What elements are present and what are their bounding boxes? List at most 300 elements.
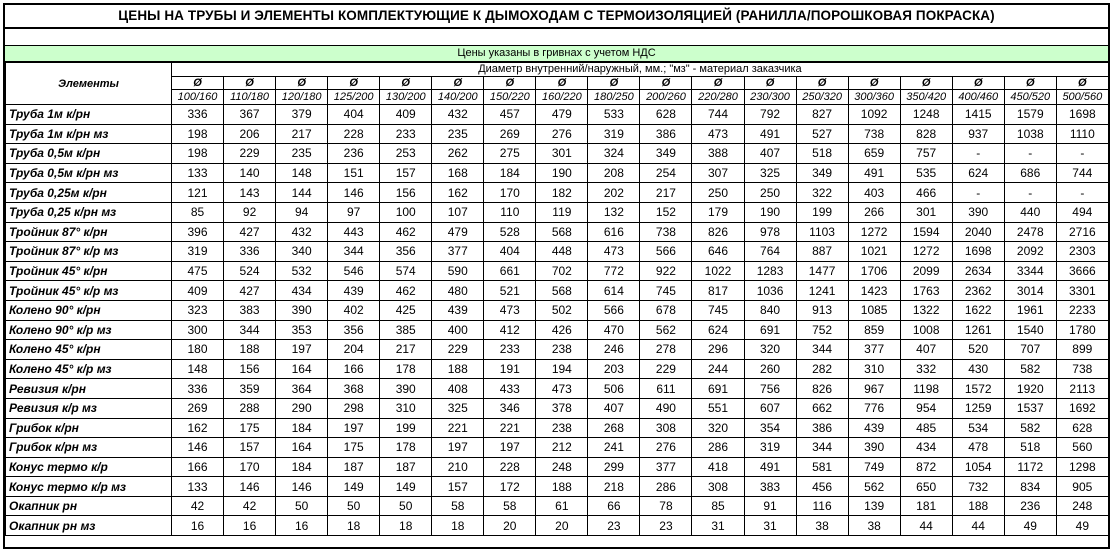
price-cell: 344: [796, 438, 848, 458]
price-cell: 3014: [1004, 281, 1056, 301]
price-cell: 937: [952, 124, 1004, 144]
price-cell: 139: [848, 496, 900, 516]
price-cell: 1021: [848, 242, 900, 262]
table-row: [6, 300, 1109, 320]
price-cell: 1537: [1004, 398, 1056, 418]
price-cell: 228: [328, 124, 380, 144]
price-cell: 275: [484, 144, 536, 164]
diameter-symbol-row: [6, 77, 1109, 90]
price-cell: 144: [276, 183, 328, 203]
price-cell: 278: [640, 340, 692, 360]
price-cell: 197: [328, 418, 380, 438]
price-cell: 324: [588, 144, 640, 164]
price-cell: 16: [276, 516, 328, 536]
price-cell: 182: [536, 183, 588, 203]
diameter-symbol: Ø: [536, 77, 588, 90]
table-row: [6, 124, 1109, 144]
price-cell: 319: [172, 242, 224, 262]
price-cell: 732: [952, 477, 1004, 497]
price-cell: 1477: [796, 261, 848, 281]
price-cell: 199: [796, 202, 848, 222]
price-cell: 323: [172, 300, 224, 320]
price-cell: 217: [276, 124, 328, 144]
price-cell: 107: [432, 202, 484, 222]
diameter-symbol: Ø: [172, 77, 224, 90]
diameter-column-header: 160/220: [536, 90, 588, 105]
price-cell: 23: [640, 516, 692, 536]
price-cell: 340: [276, 242, 328, 262]
price-cell: 164: [276, 438, 328, 458]
diameter-symbol: Ø: [484, 77, 536, 90]
table-row: [6, 477, 1109, 497]
element-name: Тройник 45° к/рн: [6, 261, 172, 281]
table-row: [6, 418, 1109, 438]
price-cell: 178: [380, 359, 432, 379]
price-cell: 91: [744, 496, 796, 516]
price-cell: 2113: [1056, 379, 1108, 399]
price-cell: 188: [224, 340, 276, 360]
price-cell: 322: [796, 183, 848, 203]
price-cell: 2362: [952, 281, 1004, 301]
price-cell: 197: [276, 340, 328, 360]
price-cell: 403: [848, 183, 900, 203]
element-name: Конус термо к/р мз: [6, 477, 172, 497]
diameter-column-header: 300/360: [848, 90, 900, 105]
price-cell: 286: [640, 477, 692, 497]
price-cell: 149: [328, 477, 380, 497]
price-cell: 396: [172, 222, 224, 242]
price-cell: 290: [276, 398, 328, 418]
price-cell: 533: [588, 105, 640, 125]
price-cell: 1038: [1004, 124, 1056, 144]
price-cell: 678: [640, 300, 692, 320]
diameter-column-header: 120/180: [276, 90, 328, 105]
element-name: Тройник 45° к/р мз: [6, 281, 172, 301]
price-cell: 23: [588, 516, 640, 536]
price-cell: 407: [588, 398, 640, 418]
price-cell: 2092: [1004, 242, 1056, 262]
table-row: [6, 438, 1109, 458]
price-cell: 1259: [952, 398, 1004, 418]
price-cell: 502: [536, 300, 588, 320]
table-row: [6, 398, 1109, 418]
price-cell: 58: [484, 496, 536, 516]
diameter-column-header: 200/260: [640, 90, 692, 105]
price-cell: 250: [744, 183, 796, 203]
price-cell: 827: [796, 105, 848, 125]
price-cell: 253: [380, 144, 432, 164]
price-cell: 490: [640, 398, 692, 418]
price-cell: 198: [172, 124, 224, 144]
element-name: Колено 90° к/р мз: [6, 320, 172, 340]
price-cell: 97: [328, 202, 380, 222]
price-cell: 1272: [900, 242, 952, 262]
price-cell: 178: [380, 438, 432, 458]
price-cell: 310: [380, 398, 432, 418]
price-cell: 485: [900, 418, 952, 438]
price-cell: 132: [588, 202, 640, 222]
price-cell: 899: [1056, 340, 1108, 360]
price-cell: 826: [796, 379, 848, 399]
price-cell: 745: [692, 300, 744, 320]
price-cell: 792: [744, 105, 796, 125]
elements-header: Элементы: [6, 63, 172, 105]
price-cell: 349: [640, 144, 692, 164]
price-cell: 58: [432, 496, 484, 516]
table-row: [6, 281, 1109, 301]
price-cell: 590: [432, 261, 484, 281]
diameter-symbol: Ø: [1056, 77, 1108, 90]
price-cell: 473: [588, 242, 640, 262]
price-cell: 427: [224, 281, 276, 301]
price-cell: 439: [432, 300, 484, 320]
price-cell: 298: [328, 398, 380, 418]
diameter-column-header: 220/280: [692, 90, 744, 105]
price-cell: 221: [484, 418, 536, 438]
price-cell: 479: [432, 222, 484, 242]
price-cell: 491: [744, 124, 796, 144]
price-cell: 188: [432, 359, 484, 379]
price-cell: 364: [276, 379, 328, 399]
price-cell: 50: [276, 496, 328, 516]
price-cell: 194: [536, 359, 588, 379]
price-cell: 390: [380, 379, 432, 399]
table-row: [6, 183, 1109, 203]
price-cell: 1961: [1004, 300, 1056, 320]
price-cell: 266: [848, 202, 900, 222]
price-cell: 175: [224, 418, 276, 438]
price-cell: 383: [224, 300, 276, 320]
element-name: Окапник рн мз: [6, 516, 172, 536]
diameter-symbol: Ø: [744, 77, 796, 90]
price-cell: 367: [224, 105, 276, 125]
price-cell: 179: [692, 202, 744, 222]
price-cell: 162: [432, 183, 484, 203]
price-cell: 434: [276, 281, 328, 301]
table-row: [6, 359, 1109, 379]
price-cell: 301: [900, 202, 952, 222]
price-cell: 462: [380, 222, 432, 242]
price-cell: 206: [224, 124, 276, 144]
price-cell: 268: [588, 418, 640, 438]
price-cell: 16: [172, 516, 224, 536]
price-cell: 872: [900, 457, 952, 477]
price-cell: 433: [484, 379, 536, 399]
price-cell: 172: [484, 477, 536, 497]
price-cell: 905: [1056, 477, 1108, 497]
element-name: Конус термо к/р: [6, 457, 172, 477]
price-cell: 518: [796, 144, 848, 164]
price-cell: 236: [328, 144, 380, 164]
element-name: Колено 45° к/р мз: [6, 359, 172, 379]
price-cell: 20: [484, 516, 536, 536]
element-name: Колено 90° к/рн: [6, 300, 172, 320]
price-cell: 18: [380, 516, 432, 536]
price-cell: 325: [432, 398, 484, 418]
price-cell: 840: [744, 300, 796, 320]
price-cell: 456: [796, 477, 848, 497]
price-cell: 121: [172, 183, 224, 203]
price-cell: 50: [380, 496, 432, 516]
price-cell: 197: [484, 438, 536, 458]
element-name: Труба 1м к/рн мз: [6, 124, 172, 144]
price-cell: 157: [380, 163, 432, 183]
diameter-column-header: 350/420: [900, 90, 952, 105]
price-cell: 707: [1004, 340, 1056, 360]
diameter-column-header: 400/460: [952, 90, 1004, 105]
price-cell: -: [952, 183, 1004, 203]
element-name: Труба 0,5м к/рн мз: [6, 163, 172, 183]
element-name: Тройник 87° к/рн: [6, 222, 172, 242]
price-cell: 229: [640, 359, 692, 379]
price-cell: 566: [588, 300, 640, 320]
table-row: [6, 163, 1109, 183]
price-cell: 560: [1056, 438, 1108, 458]
price-cell: 1920: [1004, 379, 1056, 399]
price-cell: 229: [432, 340, 484, 360]
price-cell: 344: [224, 320, 276, 340]
price-cell: 269: [484, 124, 536, 144]
price-cell: 276: [640, 438, 692, 458]
price-cell: 568: [536, 281, 588, 301]
diameter-symbol: Ø: [952, 77, 1004, 90]
price-cell: 2634: [952, 261, 1004, 281]
price-cell: 749: [848, 457, 900, 477]
price-cell: 473: [692, 124, 744, 144]
price-cell: 190: [744, 202, 796, 222]
price-cell: 100: [380, 202, 432, 222]
diameter-symbol: Ø: [432, 77, 484, 90]
price-cell: 49: [1056, 516, 1108, 536]
price-cell: 319: [588, 124, 640, 144]
price-cell: 344: [328, 242, 380, 262]
price-cell: 301: [536, 144, 588, 164]
price-cell: 568: [536, 222, 588, 242]
price-cell: 521: [484, 281, 536, 301]
price-cell: 162: [172, 418, 224, 438]
price-cell: 184: [484, 163, 536, 183]
diameter-symbol: Ø: [224, 77, 276, 90]
price-cell: 238: [536, 418, 588, 438]
diameter-column-header: 140/200: [432, 90, 484, 105]
price-cell: 624: [692, 320, 744, 340]
price-cell: 203: [588, 359, 640, 379]
price-cell: 354: [744, 418, 796, 438]
price-cell: 418: [692, 457, 744, 477]
price-cell: 551: [692, 398, 744, 418]
price-cell: 181: [900, 496, 952, 516]
price-cell: 18: [328, 516, 380, 536]
diameter-symbol: Ø: [796, 77, 848, 90]
price-cell: 1022: [692, 261, 744, 281]
element-name: Колено 45° к/рн: [6, 340, 172, 360]
price-cell: 566: [640, 242, 692, 262]
price-cell: 1248: [900, 105, 952, 125]
price-cell: 184: [276, 457, 328, 477]
diameter-symbol: Ø: [848, 77, 900, 90]
price-cell: 164: [276, 359, 328, 379]
price-cell: 359: [224, 379, 276, 399]
element-name: Труба 0,25 к/рн мз: [6, 202, 172, 222]
price-cell: 308: [640, 418, 692, 438]
diameter-symbol: Ø: [900, 77, 952, 90]
price-cell: 156: [380, 183, 432, 203]
price-cell: 377: [848, 340, 900, 360]
price-cell: 254: [640, 163, 692, 183]
price-cell: 1283: [744, 261, 796, 281]
price-cell: 466: [900, 183, 952, 203]
price-cell: 282: [796, 359, 848, 379]
price-cell: 470: [588, 320, 640, 340]
price-cell: 148: [172, 359, 224, 379]
price-cell: 473: [484, 300, 536, 320]
price-cell: 764: [744, 242, 796, 262]
price-cell: 248: [1056, 496, 1108, 516]
diameter-column-header: 130/200: [380, 90, 432, 105]
price-cell: 430: [952, 359, 1004, 379]
price-cell: 402: [328, 300, 380, 320]
price-cell: 1594: [900, 222, 952, 242]
price-cell: 494: [1056, 202, 1108, 222]
price-cell: 582: [1004, 418, 1056, 438]
price-cell: 210: [432, 457, 484, 477]
price-cell: 119: [536, 202, 588, 222]
price-cell: 1241: [796, 281, 848, 301]
price-cell: 217: [640, 183, 692, 203]
price-cell: 1622: [952, 300, 1004, 320]
price-cell: 520: [952, 340, 1004, 360]
price-cell: 140: [224, 163, 276, 183]
price-cell: 18: [432, 516, 484, 536]
price-cell: 133: [172, 163, 224, 183]
price-cell: 110: [484, 202, 536, 222]
price-cell: 412: [484, 320, 536, 340]
price-cell: 208: [588, 163, 640, 183]
price-cell: 49: [1004, 516, 1056, 536]
price-cell: 332: [900, 359, 952, 379]
price-cell: 221: [432, 418, 484, 438]
price-cell: 50: [328, 496, 380, 516]
price-cell: 233: [380, 124, 432, 144]
price-cell: 262: [432, 144, 484, 164]
price-cell: 826: [692, 222, 744, 242]
price-cell: 233: [484, 340, 536, 360]
price-cell: 1423: [848, 281, 900, 301]
price-cell: 307: [692, 163, 744, 183]
price-cell: 650: [900, 477, 952, 497]
table-row: [6, 320, 1109, 340]
price-cell: 1579: [1004, 105, 1056, 125]
price-cell: 2303: [1056, 242, 1108, 262]
element-name: Грибок к/рн мз: [6, 438, 172, 458]
price-cell: 491: [848, 163, 900, 183]
price-cell: 479: [536, 105, 588, 125]
price-cell: 2716: [1056, 222, 1108, 242]
price-cell: 686: [1004, 163, 1056, 183]
price-cell: 320: [692, 418, 744, 438]
price-cell: 2233: [1056, 300, 1108, 320]
price-cell: 659: [848, 144, 900, 164]
price-cell: 187: [380, 457, 432, 477]
price-cell: 776: [848, 398, 900, 418]
table-row: [6, 202, 1109, 222]
price-cell: 146: [172, 438, 224, 458]
price-cell: 66: [588, 496, 640, 516]
diameter-header: Диаметр внутренний/наружный, мм.; "мз" - материал заказчика: [172, 63, 1109, 77]
price-cell: 300: [172, 320, 224, 340]
price-cell: 2040: [952, 222, 1004, 242]
price-cell: 614: [588, 281, 640, 301]
price-cell: 166: [328, 359, 380, 379]
price-cell: 180: [172, 340, 224, 360]
price-cell: 296: [692, 340, 744, 360]
price-cell: 44: [900, 516, 952, 536]
price-cell: 235: [432, 124, 484, 144]
page-title: ЦЕНЫ НА ТРУБЫ И ЭЛЕМЕНТЫ КОМПЛЕКТУЮЩИЕ К ДЫМОХОДАМ С ТЕРМОИЗОЛЯЦИЕЙ (РАНИЛЛА/ПОРОШКОВАЯ ПОКРАСКА): [5, 5, 1108, 29]
price-cell: 148: [276, 163, 328, 183]
price-cell: 1008: [900, 320, 952, 340]
price-cell: 532: [276, 261, 328, 281]
price-cell: 457: [484, 105, 536, 125]
price-cell: 1198: [900, 379, 952, 399]
price-cell: 404: [484, 242, 536, 262]
price-cell: 427: [224, 222, 276, 242]
price-cell: 168: [432, 163, 484, 183]
price-cell: 828: [900, 124, 952, 144]
price-cell: 212: [536, 438, 588, 458]
price-cell: 978: [744, 222, 796, 242]
price-cell: 152: [640, 202, 692, 222]
price-cell: 336: [224, 242, 276, 262]
price-cell: 409: [172, 281, 224, 301]
price-cell: 439: [848, 418, 900, 438]
price-cell: 299: [588, 457, 640, 477]
price-cell: 356: [380, 242, 432, 262]
price-cell: 607: [744, 398, 796, 418]
price-cell: 661: [484, 261, 536, 281]
price-cell: 229: [224, 144, 276, 164]
price-cell: 217: [380, 340, 432, 360]
price-cell: 276: [536, 124, 588, 144]
element-name: Труба 0,25м к/рн: [6, 183, 172, 203]
price-cell: 308: [692, 477, 744, 497]
price-cell: 1172: [1004, 457, 1056, 477]
price-cell: 1110: [1056, 124, 1108, 144]
diameter-column-header: 100/160: [172, 90, 224, 105]
price-cell: 383: [744, 477, 796, 497]
price-cell: 434: [900, 438, 952, 458]
price-cell: 146: [328, 183, 380, 203]
price-cell: 478: [952, 438, 1004, 458]
price-cell: 518: [1004, 438, 1056, 458]
price-cell: 967: [848, 379, 900, 399]
price-cell: 319: [744, 438, 796, 458]
price-cell: 42: [224, 496, 276, 516]
spacer-row: [5, 29, 1108, 46]
price-cell: 236: [1004, 496, 1056, 516]
price-cell: 143: [224, 183, 276, 203]
price-cell: 356: [328, 320, 380, 340]
element-name: Грибок к/рн: [6, 418, 172, 438]
price-cell: 1415: [952, 105, 1004, 125]
price-cell: 244: [692, 359, 744, 379]
diameter-column-header: 500/560: [1056, 90, 1108, 105]
price-cell: 386: [640, 124, 692, 144]
price-cell: 922: [640, 261, 692, 281]
price-cell: 745: [640, 281, 692, 301]
price-cell: 170: [484, 183, 536, 203]
price-cell: 286: [692, 438, 744, 458]
